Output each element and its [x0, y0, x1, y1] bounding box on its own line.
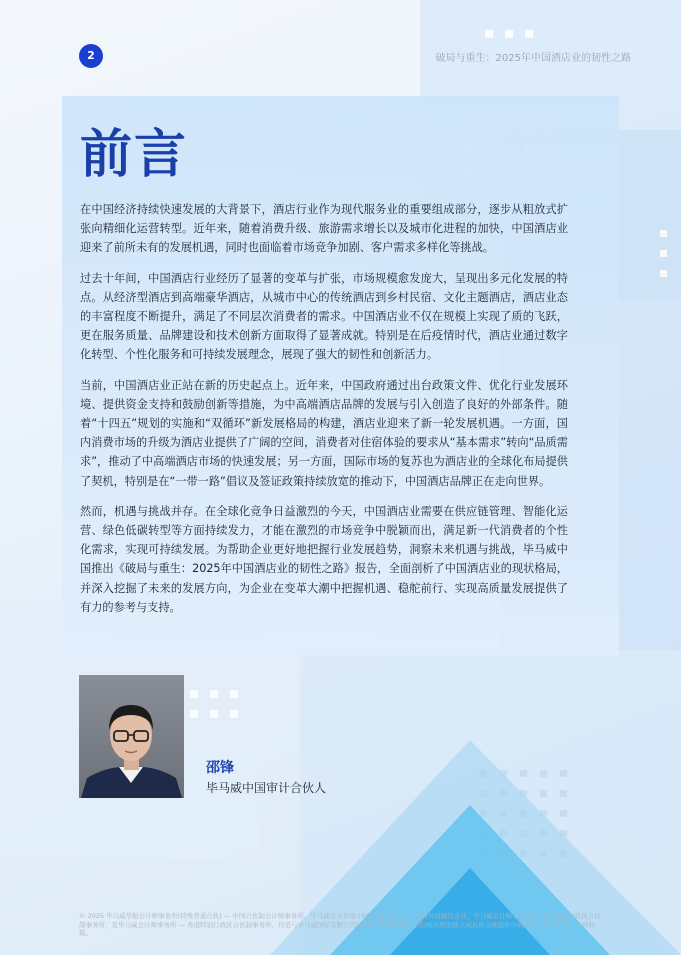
page-title: 前言	[80, 125, 189, 185]
page-number-badge: 2	[79, 44, 103, 68]
report-header-title: 破局与重生：2025年中国酒店业的韧性之路	[435, 53, 631, 64]
signatory-title: 毕马威中国审计合伙人	[206, 781, 327, 795]
paragraph-2: 过去十年间，中国酒店行业经历了显著的变革与扩张，市场规模愈发庞大，呈现出多元化发展的特点。从经济型酒店到高端豪华酒店，从城市中心的传统酒店到乡村民宿、文化主题酒店，酒店业态的丰富程度不断提升，满足了不同层次消费者的需求。中国酒店业不仅在规模上实现了质的飞跃，更在服务质量、品牌建设和技术创新方面取得了显著成就。特别是在后疫情时代，酒店业通过数字化转型、个性化服务和可持续发展理念，展现了强大的韧性和创新活力。	[80, 271, 568, 362]
preface-body	[80, 200, 568, 628]
copyright-footer: © 2025 毕马威华振会计师事务所(特殊普通合伙) — 中国合伙制会计师事务所，毕马威企业咨询 (中国) 有限公司 — 中国外商独资企业，毕马威会计师事务所 — 澳门特别行政区合伙制事务所，及毕马威会计师事务所 — 香港特别行政区合伙制事务所，均是与毕马威国际有限公司(英国私营担保有限公司)相关联的独立成员所全球组织中的成员。版权所有，不得转载。	[79, 912, 601, 937]
paragraph-1: 在中国经济持续快速发展的大背景下，酒店行业作为现代服务业的重要组成部分，逐步从粗放式扩张向精细化运营转型。近年来，随着消费升级、旅游需求增长以及城市化进程的加快，中国酒店业迎来了前所未有的发展机遇，同时也面临着市场竞争加剧、客户需求多样化等挑战。	[80, 203, 568, 255]
paragraph-3: 当前，中国酒店业正站在新的历史起点上。近年来，中国政府通过出台政策文件、优化行业发展环境、提供资金支持和鼓励创新等措施，为中高端酒店品牌的发展与引入创造了良好的外部条件。随着“十四五”规划的实施和“双循环”新发展格局的构建，酒店业迎来了新一轮发展机遇。一方面，国内消费市场的升级为酒店业提供了广阔的空间，消费者对住宿体验的要求从“基本需求”转向“品质需求”，推动了中高端酒店市场的快速发展；另一方面，国际市场的复苏也为酒店业的全球化布局提供了契机，特别是在“一带一路”倡议及签证政策持续放宽的推动下，中国酒店品牌正在走向世界。	[80, 378, 568, 488]
author-portrait	[79, 675, 184, 798]
signatory-name: 邵锋	[206, 760, 234, 776]
paragraph-4: 然而，机遇与挑战并存。在全球化竞争日益激烈的今天，中国酒店业需要在供应链管理、智能化运营、绿色低碳转型等方面持续发力，才能在激烈的市场竞争中脱颖而出，满足新一代消费者的个性化需求，实现可持续发展。为帮助企业更好地把握行业发展趋势，洞察未来机遇与挑战，毕马威中国推出《破局与重生：2025年中国酒店业的韧性之路》报告，全面剖析了中国酒店业的现状格局，并深入挖掘了未来的发展方向，为企业在变革大潮中把握机遇、稳舵前行、实现高质量发展提供了有力的参考与支持。	[80, 504, 568, 614]
portrait-illustration	[79, 675, 184, 798]
